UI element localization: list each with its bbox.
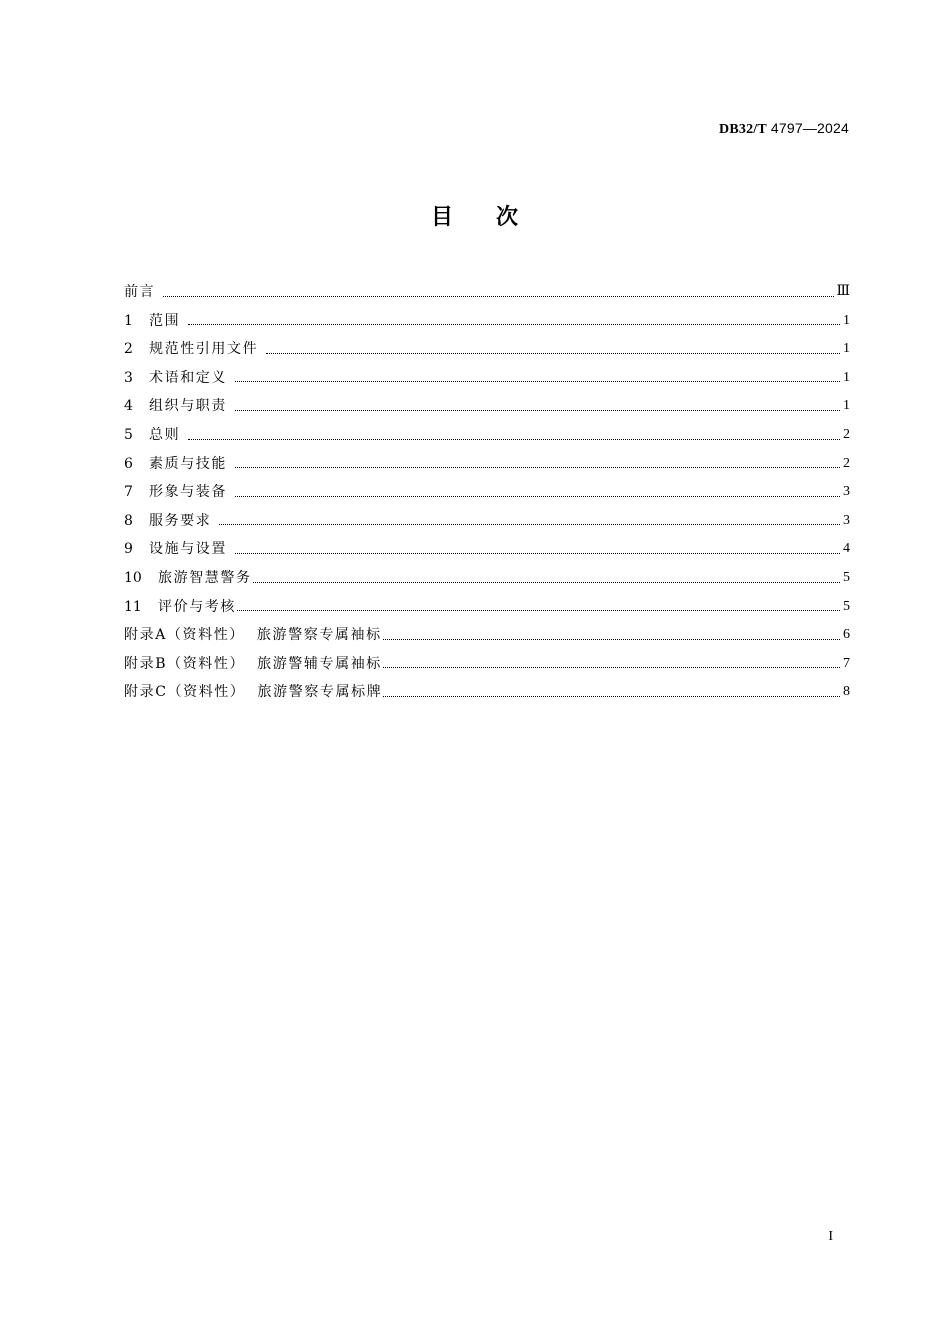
toc-entry-7[interactable] [124,478,850,507]
toc-leader-dots [383,666,840,668]
toc-page-number: 1 [843,398,850,414]
toc-page-number: 3 [843,512,850,528]
toc-entry-label: 设施与设置 [149,541,227,558]
toc-leader-dots [188,323,840,325]
toc-page-number: 1 [843,312,850,328]
toc-entry-2[interactable] [124,335,850,364]
toc-leader-dots [235,552,840,554]
toc-leader-dots [383,695,840,697]
toc-entry-label: 范围 [149,312,181,329]
toc-page-number: 2 [843,426,850,442]
page-title-part1: 目 [430,205,454,230]
toc-entry-number: 8 [124,512,133,529]
toc-entry-label: 素质与技能 [149,455,227,472]
toc-leader-dots [235,495,840,497]
page-title [0,200,950,231]
footer-page-number: I [828,1229,833,1244]
toc-leader-dots [219,523,840,525]
toc-entry-4[interactable] [124,392,850,421]
toc-leader-dots [163,295,834,297]
toc-entry-label: 旅游警察专属标牌 [257,684,383,701]
toc-page-number: 1 [843,369,850,385]
toc-entry-label: 评价与考核 [158,598,236,615]
toc-entry-annex-a[interactable] [124,621,850,650]
toc-leader-dots [235,409,840,411]
toc-entry-5[interactable] [124,421,850,450]
toc-entry-number: 3 [124,369,133,386]
toc-entry-label: 旅游警察专属袖标 [256,627,382,644]
toc-page-number: 5 [843,598,850,614]
toc-entry-number: 6 [124,455,133,472]
toc-entry-label: 术语和定义 [149,369,227,386]
toc-entry-label: 服务要求 [149,512,212,529]
toc-entry-10[interactable] [124,564,850,593]
toc-page-number: 5 [843,569,850,585]
toc-entry-label: 形象与装备 [149,484,227,501]
page-title-part2: 次 [496,205,520,230]
toc-entry-number: 1 [124,312,133,329]
toc-page-number: 3 [843,484,850,500]
toc-page-number: 4 [843,541,850,557]
toc-page-number: 2 [843,455,850,471]
toc-entry-label: 旅游警辅专属袖标 [257,655,382,672]
toc-leader-dots [266,352,840,354]
toc-entry-number: 2 [124,341,133,358]
toc-entry-annex-b[interactable] [124,650,850,679]
toc-entry-number: 11 [124,598,142,615]
table-of-contents [124,278,850,707]
toc-entry-number: 5 [124,426,133,443]
toc-annex-number: 附录C（资料性） [124,684,246,701]
toc-page-number: Ⅲ [836,284,850,299]
toc-entry-number: 10 [124,569,142,586]
toc-leader-dots [237,609,840,611]
toc-leader-dots [253,581,840,583]
toc-leader-dots [235,466,840,468]
toc-entry-3[interactable] [124,364,850,393]
toc-entry-label: 规范性引用文件 [149,341,259,358]
toc-entry-label: 组织与职责 [149,398,227,415]
toc-entry-number: 7 [124,484,133,501]
toc-leader-dots [188,438,840,440]
toc-leader-dots [235,380,840,382]
toc-entry-11[interactable] [124,593,850,622]
toc-entry-number: 4 [124,398,133,415]
toc-entry-1[interactable] [124,307,850,336]
toc-entry-label: 前言 [124,284,156,300]
toc-page-number: 7 [843,655,850,671]
toc-entry-label: 旅游智慧警务 [158,569,252,586]
toc-annex-number: 附录A（资料性） [124,627,245,644]
toc-entry-number: 9 [124,541,133,558]
standard-code-prefix: DB32/T [719,122,767,137]
toc-entry-9[interactable] [124,535,850,564]
toc-page-number: 6 [843,627,850,643]
toc-entry-foreword[interactable] [124,278,850,307]
toc-annex-number: 附录B（资料性） [124,655,246,672]
toc-entry-label: 总则 [149,426,181,443]
toc-page-number: 1 [843,341,850,357]
toc-leader-dots [383,638,840,640]
toc-entry-8[interactable] [124,507,850,536]
toc-entry-annex-c[interactable] [124,678,850,707]
toc-entry-6[interactable] [124,450,850,479]
toc-page-number: 8 [843,684,850,700]
standard-code [719,120,849,138]
standard-code-number: 4797—2024 [770,120,849,136]
